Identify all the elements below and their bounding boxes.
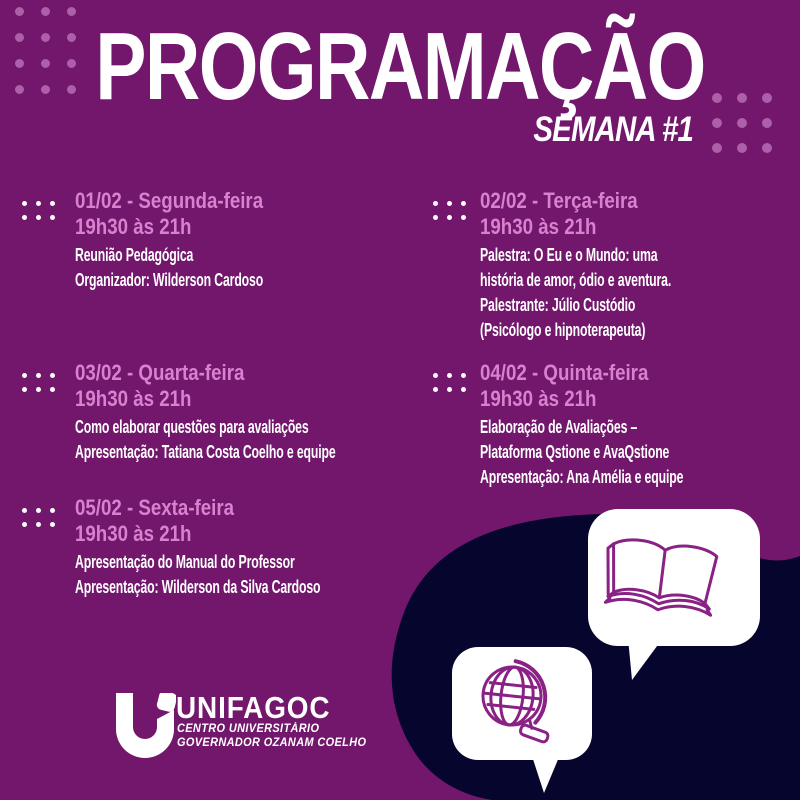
event-description-line: história de amor, ódio e aventura. <box>480 269 672 290</box>
event-date: 05/02 - Sexta-feira <box>75 495 235 520</box>
event-time: 19h30 às 21h <box>75 214 192 239</box>
unifagoc-logo <box>112 686 372 766</box>
event-block-tuesday <box>433 188 773 342</box>
event-date: 04/02 - Quinta-feira <box>480 360 649 385</box>
event-block-thursday <box>433 360 773 489</box>
event-description-line: Apresentação do Manual do Professor <box>75 551 295 572</box>
event-dots-decoration <box>22 373 55 392</box>
event-time: 19h30 às 21h <box>75 386 192 411</box>
event-description-line: (Psicólogo e hipnoterapeuta) <box>480 319 646 340</box>
page-title: PROGRAMAÇÃO <box>95 13 705 120</box>
event-description-line: Elaboração de Avaliações – <box>480 416 638 437</box>
event-dots-decoration <box>433 201 466 220</box>
logo-tagline-line1: CENTRO UNIVERSITÁRIO <box>177 723 320 735</box>
event-date: 02/02 - Terça-feira <box>480 188 638 213</box>
event-description-line: Plataforma Qstione e AvaQstione <box>480 441 670 462</box>
event-date: 03/02 - Quarta-feira <box>75 360 245 385</box>
week-subtitle: SEMANA #1 <box>533 110 693 149</box>
event-description-line: Como elaborar questões para avaliações <box>75 416 309 437</box>
event-block-friday <box>22 495 362 599</box>
event-description-line: Apresentação: Wilderson da Silva Cardoso <box>75 576 321 597</box>
event-time: 19h30 às 21h <box>480 386 597 411</box>
unifagoc-wordmark: UNIFAGOC <box>176 690 331 725</box>
event-time: 19h30 às 21h <box>480 214 597 239</box>
logo-tagline-line2: GOVERNADOR OZANAM COELHO <box>177 737 367 749</box>
event-description-line: Reunião Pedagógica <box>75 244 194 265</box>
event-time: 19h30 às 21h <box>75 521 192 546</box>
event-description-line: Apresentação: Ana Amélia e equipe <box>480 466 684 487</box>
event-block-monday <box>22 188 362 292</box>
event-description-line: Organizador: Wilderson Cardoso <box>75 269 264 290</box>
event-description-line: Palestra: O Eu e o Mundo: uma <box>480 244 658 265</box>
unifagoc-logo-mark <box>114 693 176 761</box>
event-dots-decoration <box>433 373 466 392</box>
event-description-line: Palestrante: Júlio Custódio <box>480 294 636 315</box>
event-dots-decoration <box>22 508 55 527</box>
event-date: 01/02 - Segunda-feira <box>75 188 264 213</box>
event-block-wednesday <box>22 360 362 464</box>
event-description-line: Apresentação: Tatiana Costa Coelho e equipe <box>75 441 336 462</box>
event-dots-decoration <box>22 201 55 220</box>
